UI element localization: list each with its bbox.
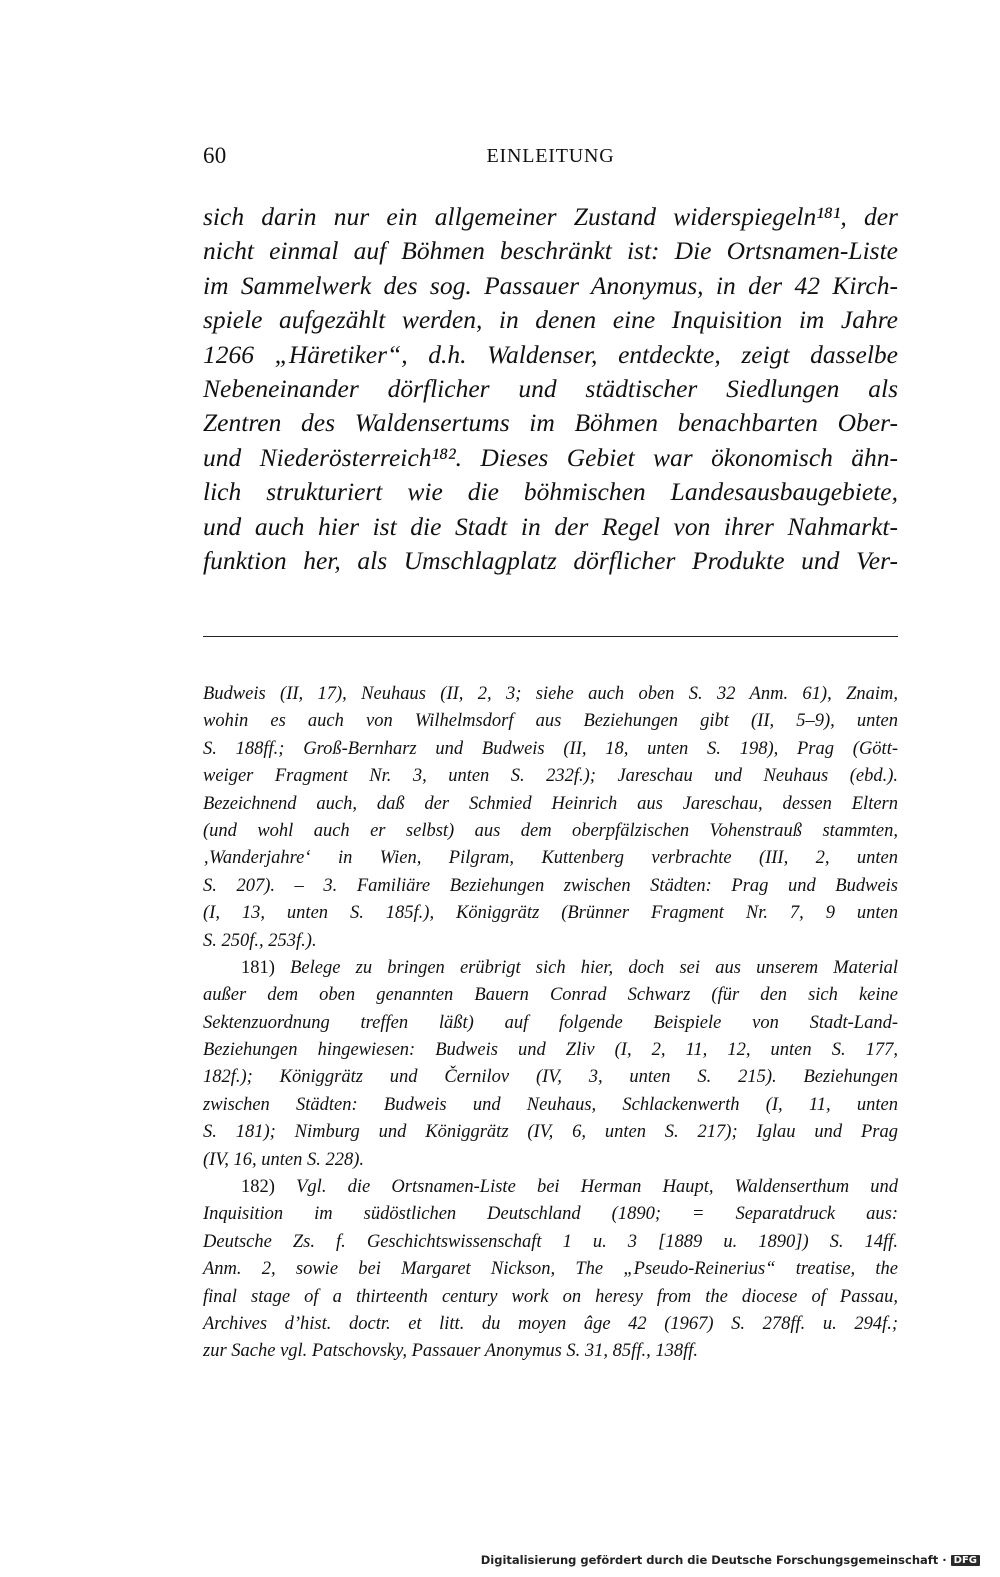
running-head: EINLEITUNG bbox=[486, 145, 615, 167]
body-text bbox=[203, 200, 898, 578]
footnote-line bbox=[203, 955, 898, 982]
body-line: sich darin nur ein allgemeiner Zustand widerspiegeln¹⁸¹, der bbox=[203, 202, 898, 231]
page-header bbox=[203, 143, 898, 173]
footnote-line: S. 207). – 3. Familiäre Beziehungen zwischen Städten: Prag und Budweis bbox=[203, 875, 898, 896]
body-line: und Niederösterreich¹⁸². Dieses Gebiet war ökonomisch ähn- bbox=[203, 442, 898, 472]
body-line: spiele aufgezählt werden, in denen eine Inquisition im Jahre bbox=[203, 305, 898, 335]
footnote-182 bbox=[203, 1174, 898, 1366]
footnote-line: Inquisition im südöstlichen Deutschland (1890; = Separatdruck aus: bbox=[203, 1204, 898, 1225]
footnote-181 bbox=[203, 955, 898, 1174]
footnote-number: 182) bbox=[241, 1177, 275, 1198]
footnote-line: S. 188ff.; Groß-Bernharz und Budweis (II, 18, unten S. 198), Prag (Gött- bbox=[203, 738, 898, 759]
footnote-line: (I, 13, unten S. 185f.), Königgrätz (Brünner Fragment Nr. 7, 9 unten bbox=[203, 903, 898, 924]
footnote-text: Belege zu bringen erübrigt sich hier, doch sei aus unserem Material bbox=[290, 957, 898, 978]
footnote-line: ‚Wanderjahre‘ in Wien, Pilgram, Kuttenberg verbrachte (III, 2, unten bbox=[203, 848, 898, 869]
footnote-line: Anm. 2, sowie bei Margaret Nickson, The „Pseudo-Reinerius“ treatise, the bbox=[203, 1259, 898, 1280]
footnote-line: Bezeichnend auch, daß der Schmied Heinrich aus Jareschau, dessen Eltern bbox=[203, 793, 898, 814]
body-line: nicht einmal auf Böhmen beschränkt ist: Die Ortsnamen-Liste bbox=[203, 236, 898, 266]
footnote-line: zur Sache vgl. Patschovsky, Passauer Anonymus S. 31, 85ff., 138ff. bbox=[203, 1341, 698, 1362]
body-line: Zentren des Waldensertums im Böhmen benachbarten Ober- bbox=[203, 408, 898, 438]
footnote-line bbox=[203, 1174, 898, 1201]
footnotes bbox=[203, 681, 898, 1366]
footnote-line: Archives d’hist. doctr. et litt. du moyen âge 42 (1967) S. 278ff. u. 294f.; bbox=[203, 1313, 898, 1334]
footnote-rule bbox=[203, 636, 898, 637]
footnote-continuation bbox=[203, 681, 898, 955]
page-number: 60 bbox=[203, 143, 227, 168]
footnote-line: wohin es auch von Wilhelmsdorf aus Beziehungen gibt (II, 5–9), unten bbox=[203, 711, 898, 732]
footnote-line: weiger Fragment Nr. 3, unten S. 232f.); Jareschau und Neuhaus (ebd.). bbox=[203, 766, 898, 787]
body-line: lich strukturiert wie die böhmischen Landesausbaugebiete, bbox=[203, 477, 898, 507]
footnote-line: Beziehungen hingewiesen: Budweis und Zliv (I, 2, 11, 12, unten S. 177, bbox=[203, 1040, 898, 1061]
footnote-line: Deutsche Zs. f. Geschichtswissenschaft 1 u. 3 [1889 u. 1890]) S. 14ff. bbox=[203, 1231, 898, 1252]
footnote-line: (IV, 16, unten S. 228). bbox=[203, 1149, 364, 1170]
body-line: 1266 „Häretiker“, d.h. Waldenser, entdeckte, zeigt dasselbe bbox=[203, 339, 898, 369]
footnote-line: S. 181); Nimburg und Königgrätz (IV, 6, unten S. 217); Iglau und Prag bbox=[203, 1122, 898, 1143]
footnote-line: final stage of a thirteenth century work on heresy from the diocese of Passau, bbox=[203, 1286, 898, 1307]
footnote-line: 182f.); Königgrätz und Černilov (IV, 3, unten S. 215). Beziehungen bbox=[203, 1067, 898, 1088]
footnote-line: Budweis (II, 17), Neuhaus (II, 2, 3; siehe auch oben S. 32 Anm. 61), Znaim, bbox=[203, 684, 898, 704]
dfg-logo: DFG bbox=[951, 1555, 980, 1566]
footnote-number: 181) bbox=[241, 957, 275, 978]
body-line: funktion her, als Umschlagplatz dörflicher Produkte und Ver- bbox=[203, 545, 898, 575]
footnote-line: außer dem oben genannten Bauern Conrad Schwarz (für den sich keine bbox=[203, 985, 898, 1006]
footnote-line: Sektenzuordnung treffen läßt) auf folgende Beispiele von Stadt-Land- bbox=[203, 1012, 898, 1033]
body-line: im Sammelwerk des sog. Passauer Anonymus, in der 42 Kirch- bbox=[203, 270, 898, 300]
footnote-text: Vgl. die Ortsnamen-Liste bei Herman Haupt, Waldenserthum und bbox=[296, 1177, 899, 1198]
body-line: und auch hier ist die Stadt in der Regel von ihrer Nahmarkt- bbox=[203, 511, 898, 541]
footnote-line: S. 250f., 253f.). bbox=[203, 930, 317, 951]
credit-text: Digitalisierung gefördert durch die Deutsche Forschungsgemeinschaft · bbox=[480, 1553, 947, 1567]
digitization-credit bbox=[481, 1553, 980, 1567]
footnote-line: zwischen Städten: Budweis und Neuhaus, Schlackenwerth (I, 11, unten bbox=[203, 1094, 898, 1115]
body-line: Nebeneinander dörflicher und städtischer Siedlungen als bbox=[203, 373, 898, 403]
footnote-line: (und wohl auch er selbst) aus dem oberpfälzischen Vohenstrauß stammten, bbox=[203, 820, 898, 841]
